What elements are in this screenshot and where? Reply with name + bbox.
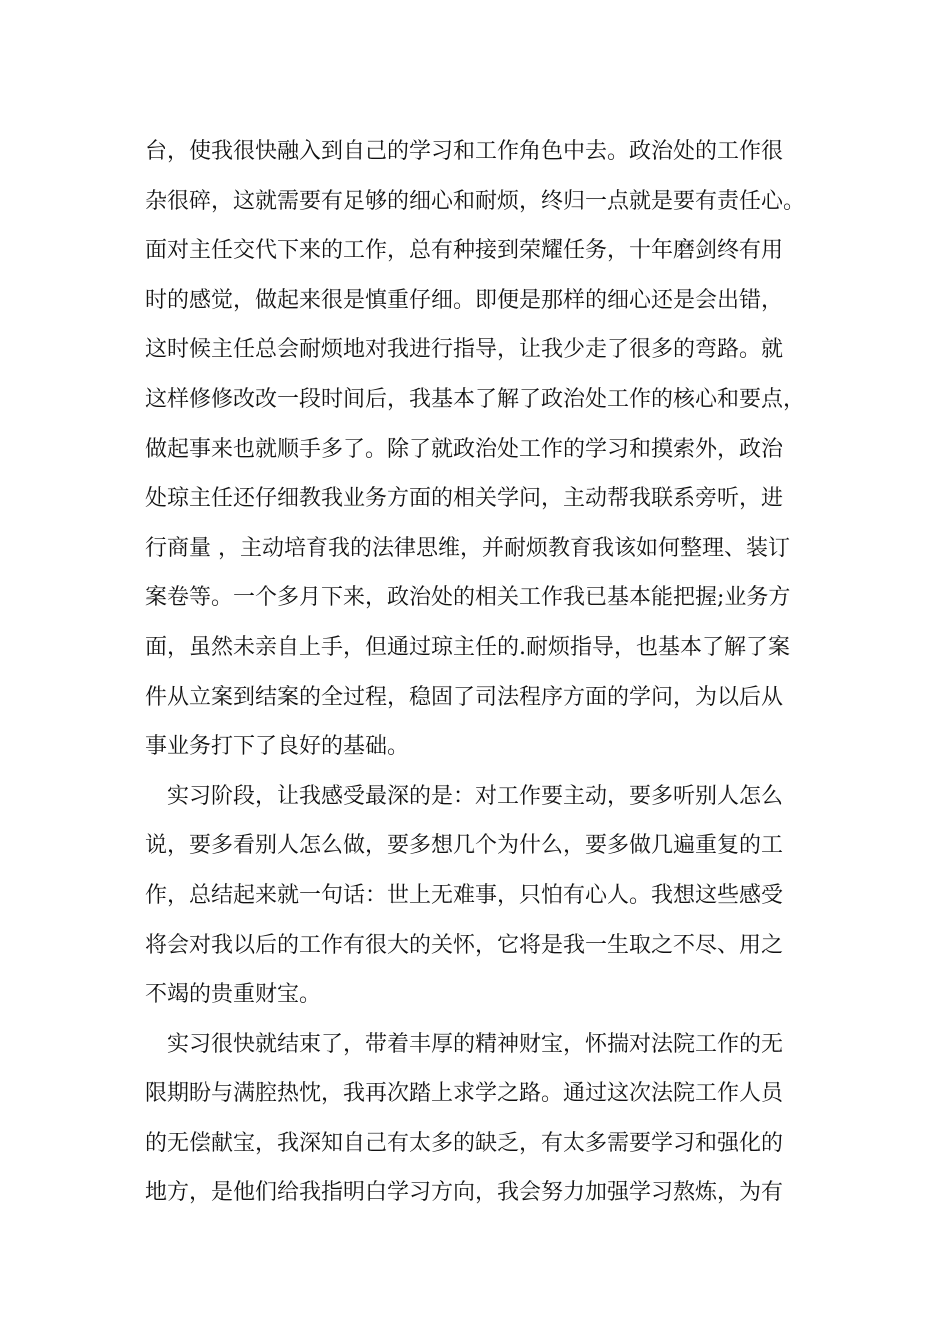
text-line: 案卷等。一个多月下来，政治处的相关工作我已基本能把握;业务方 xyxy=(145,585,791,611)
text-line: 实习阶段，让我感受最深的是：对工作要主动，要多听别人怎么 xyxy=(167,783,784,809)
text-line: 台，使我很快融入到自己的学习和工作角色中去。政治处的工作很 xyxy=(145,139,784,164)
text-line: 作，总结起来就一句话：世上无难事，只怕有心人。我想这些感受 xyxy=(145,882,784,908)
paragraph-3 xyxy=(145,1020,825,1218)
text-line: 杂很碎，这就需要有足够的细心和耐烦，终归一点就是要有责任心。 xyxy=(145,188,806,214)
text-line: 实习很快就结束了，带着丰厚的精神财宝，怀揣对法院工作的无 xyxy=(167,1031,784,1057)
text-line: 说，要多看别人怎么做，要多想几个为什么，要多做几遍重复的工 xyxy=(145,833,784,859)
text-line: 处琼主任还仔细教我业务方面的相关学问，主动帮我联系旁听，进 xyxy=(145,486,784,512)
text-line: 不竭的贵重财宝。 xyxy=(145,982,322,1008)
text-line: 行商量 ，主动培育我的法律思维，并耐烦教育我该如何整理、装订 xyxy=(145,535,790,561)
text-line: 做起事来也就顺手多了。除了就政治处工作的学习和摸索外，政治 xyxy=(145,436,784,462)
text-line: 限期盼与满腔热忱，我再次踏上求学之路。通过这次法院工作人员 xyxy=(145,1081,784,1107)
text-line: 面，虽然未亲自上手，但通过琼主任的.耐烦指导，也基本了解了案 xyxy=(145,634,790,660)
text-line: 地方，是他们给我指明白学习方向，我会努力加强学习熬炼，为有 xyxy=(145,1180,784,1206)
text-line: 的无偿献宝，我深知自己有太多的缺乏，有太多需要学习和强化的 xyxy=(145,1130,784,1156)
text-line: 将会对我以后的工作有很大的关怀，它将是我一生取之不尽、用之 xyxy=(145,932,784,958)
paragraph-2 xyxy=(145,772,825,1020)
text-line: 事业务打下了良好的基础。 xyxy=(145,734,410,760)
text-line: 面对主任交代下来的工作，总有种接到荣耀任务，十年磨剑终有用 xyxy=(145,238,784,264)
text-line: 这时候主任总会耐烦地对我进行指导，让我少走了很多的弯路。就 xyxy=(145,337,784,363)
paragraph-1 xyxy=(145,127,825,772)
text-line: 这样修修改改一段时间后，我基本了解了政治处工作的核心和要点， xyxy=(145,386,806,412)
document-body xyxy=(145,127,825,1218)
text-line: 时的感觉，做起来很是慎重仔细。即便是那样的细心还是会出错， xyxy=(145,287,784,313)
text-line: 件从立案到结案的全过程，稳固了司法程序方面的学问，为以后从 xyxy=(145,684,784,710)
